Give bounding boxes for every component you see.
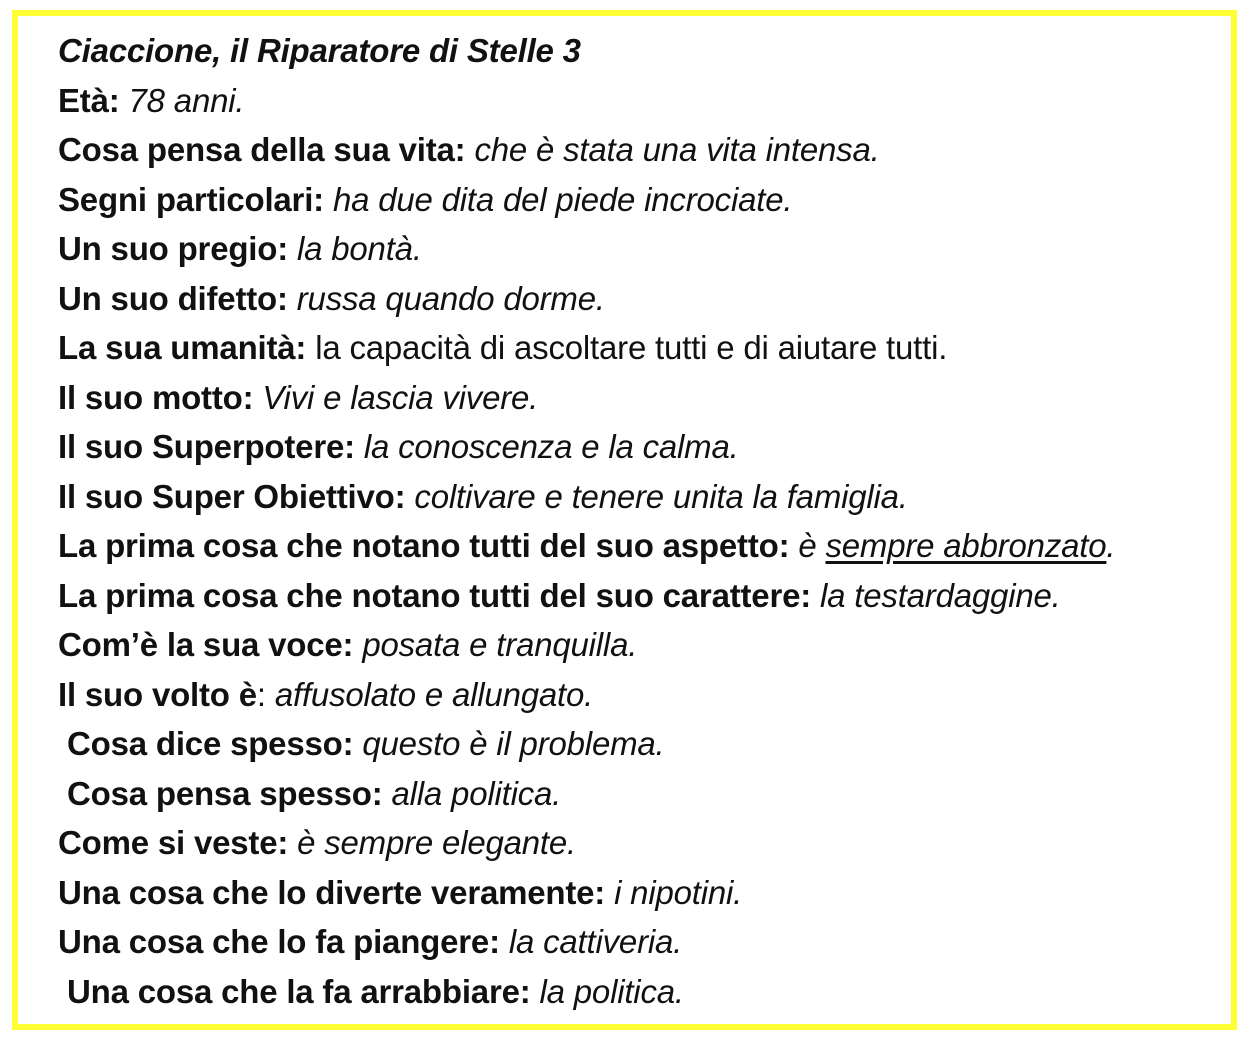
field-value-prefix: è bbox=[798, 527, 817, 564]
field-eta bbox=[58, 78, 1258, 128]
field-label: Il suo motto: bbox=[58, 378, 254, 416]
field-label: Età: bbox=[58, 81, 120, 119]
field-label: Una cosa che lo fa piangere: bbox=[58, 923, 500, 960]
field-cosa-dice-spesso bbox=[58, 721, 1258, 771]
document-frame bbox=[12, 10, 1237, 1030]
field-difetto bbox=[58, 276, 1258, 326]
field-value: posata e tranquilla. bbox=[362, 626, 638, 663]
field-label: Un suo difetto: bbox=[58, 279, 288, 317]
field-cosa-pensa-vita bbox=[58, 127, 1258, 177]
field-value: affusolato e allungato. bbox=[274, 675, 594, 713]
field-arrabbiare bbox=[58, 969, 1258, 1019]
field-superpotere bbox=[58, 424, 1258, 474]
character-sheet bbox=[58, 28, 1258, 1018]
field-come-si-veste bbox=[58, 820, 1258, 870]
field-label: Cosa pensa spesso: bbox=[67, 774, 383, 812]
field-label: Come si veste: bbox=[58, 824, 289, 861]
field-value: ha due dita del piede incrociate. bbox=[332, 180, 793, 218]
field-value: questo è il problema. bbox=[362, 725, 665, 762]
field-label-colon: : bbox=[256, 675, 266, 713]
field-value: la conoscenza e la calma. bbox=[363, 428, 739, 465]
field-label: Cosa pensa della sua vita: bbox=[58, 131, 466, 168]
field-super-obiettivo bbox=[58, 474, 1258, 524]
field-segni-particolari bbox=[58, 177, 1258, 227]
field-value: coltivare e tenere unita la famiglia. bbox=[414, 477, 908, 515]
field-label: La prima cosa che notano tutti del suo aspetto: bbox=[58, 527, 790, 564]
field-label: Segni particolari: bbox=[58, 180, 324, 218]
field-label: La prima cosa che notano tutti del suo carattere: bbox=[58, 576, 812, 614]
field-label: Una cosa che la fa arrabbiare: bbox=[67, 972, 531, 1010]
field-diverte bbox=[58, 870, 1258, 920]
field-label: Il suo volto è bbox=[58, 675, 257, 713]
field-value: la cattiveria. bbox=[508, 923, 683, 960]
field-value: russa quando dorme. bbox=[296, 279, 605, 317]
field-value-underlined: sempre abbronzato bbox=[825, 527, 1107, 564]
field-value: è sempre elegante. bbox=[297, 824, 577, 861]
field-label: Il suo Super Obiettivo: bbox=[58, 477, 406, 515]
field-value: la politica. bbox=[539, 972, 684, 1010]
field-cosa-pensa-spesso bbox=[58, 771, 1258, 821]
field-voce bbox=[58, 622, 1258, 672]
field-label: La sua umanità: bbox=[58, 329, 307, 366]
field-value-suffix: . bbox=[1106, 527, 1116, 564]
field-motto bbox=[58, 375, 1258, 425]
field-umanita bbox=[58, 325, 1258, 375]
field-carattere bbox=[58, 573, 1258, 623]
field-volto bbox=[58, 672, 1258, 722]
field-value: 78 anni. bbox=[128, 81, 245, 119]
field-value: la testardaggine. bbox=[820, 576, 1061, 614]
field-value: la capacità di ascoltare tutti e di aiutare tutti. bbox=[315, 329, 948, 366]
field-pregio bbox=[58, 226, 1258, 276]
field-label: Una cosa che lo diverte veramente: bbox=[58, 873, 606, 911]
field-label: Il suo Superpotere: bbox=[58, 428, 355, 465]
field-label: Com’è la sua voce: bbox=[58, 626, 354, 663]
document-title: Ciaccione, il Riparatore di Stelle 3 bbox=[58, 32, 581, 69]
field-value: Vivi e lascia vivere. bbox=[262, 378, 539, 416]
field-aspetto bbox=[58, 523, 1258, 573]
field-piangere bbox=[58, 919, 1258, 969]
field-value: che è stata una vita intensa. bbox=[474, 131, 880, 168]
field-value: la bontà. bbox=[297, 230, 422, 267]
field-label: Cosa dice spesso: bbox=[67, 725, 354, 762]
field-value: alla politica. bbox=[391, 774, 562, 812]
field-value: i nipotini. bbox=[614, 873, 743, 911]
field-label: Un suo pregio: bbox=[58, 230, 289, 267]
